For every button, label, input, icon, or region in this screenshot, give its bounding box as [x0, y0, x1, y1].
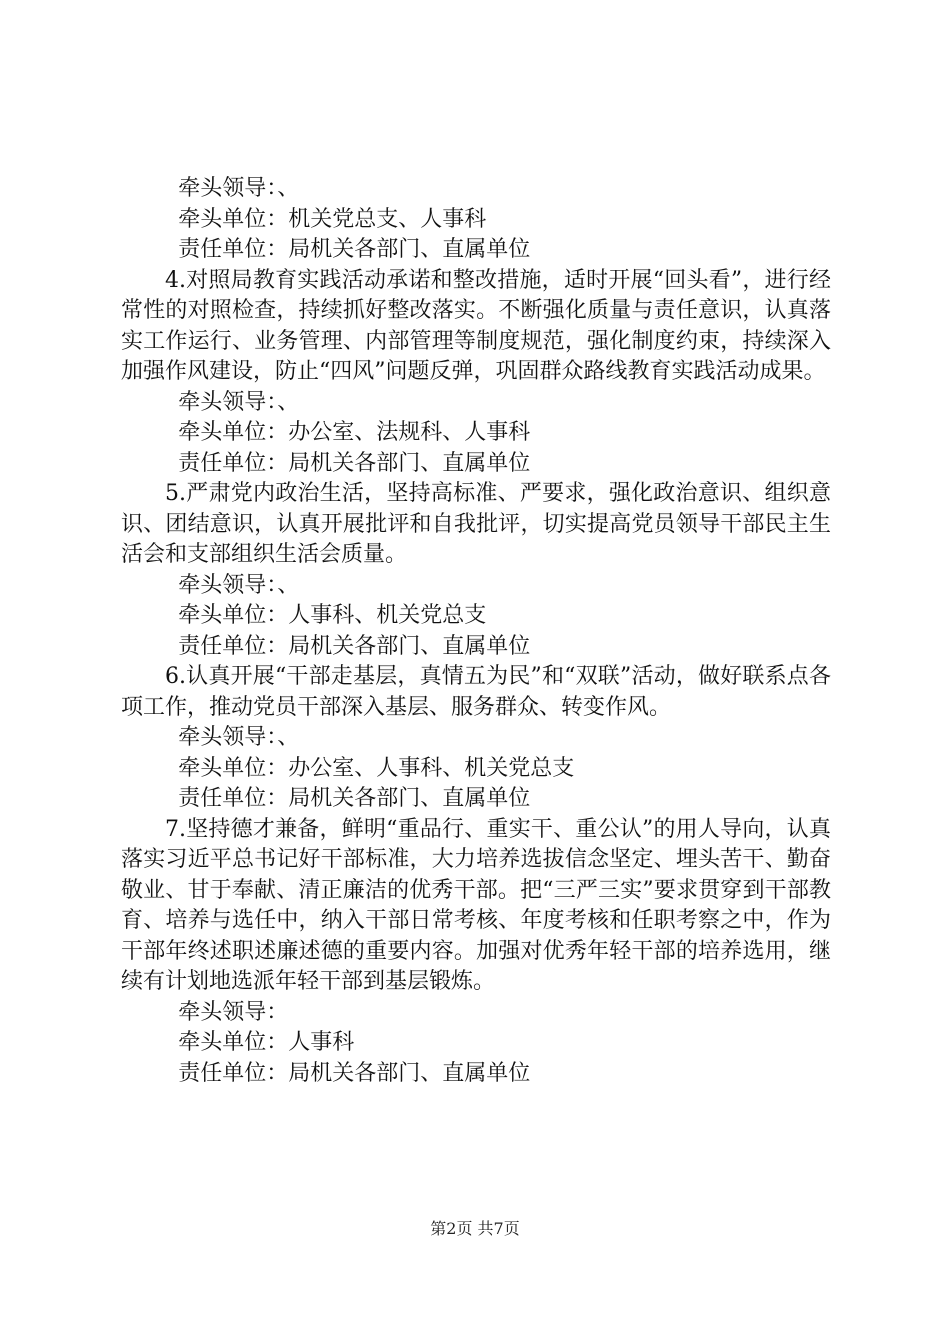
- document-body: [121, 174, 831, 1089]
- lead-leader-line: 牵头领导：: [178, 999, 289, 1025]
- lead-unit-line: 牵头单位：办公室、人事科、机关党总支: [178, 755, 575, 781]
- lead-leader-line: 牵头领导：、: [178, 725, 300, 750]
- paragraph-item-5: 5.严肃党内政治生活，坚持高标准、严要求，强化政治意识、组织意识、团结意识，认真开展批评和自我批评，切实提高党员领导干部民主生活会和支部组织生活会质量。: [121, 481, 831, 567]
- paragraph-item-7: 7.坚持德才兼备，鲜明“重品行、重实干、重公认”的用人导向，认真落实习近平总书记好干部标准，大力培养选拔信念坚定、埋头苦干、勤奋敬业、甘于奉献、清正廉洁的优秀干部。把“三严三实”要求贯穿到干部教育、培养与选任中，纳入干部日常考核、年度考核和任职考察之中，作为干部年终述职述廉述德的重要内容。加强对优秀年轻干部的培养选用，继续有计划地选派年轻干部到基层锻炼。: [121, 816, 831, 994]
- responsible-unit-line: 责任单位：局机关各部门、直属单位: [178, 237, 531, 262]
- page-number-footer: 第2页 共7页: [430, 1219, 520, 1238]
- responsible-unit-line: 责任单位：局机关各部门、直属单位: [178, 786, 531, 811]
- lead-unit-line: 牵头单位：人事科、机关党总支: [178, 603, 487, 628]
- lead-unit-line: 牵头单位：人事科: [178, 1030, 355, 1055]
- lead-leader-line: 牵头领导：、: [178, 176, 300, 201]
- responsible-unit-line: 责任单位：局机关各部门、直属单位: [178, 450, 531, 476]
- lead-leader-line: 牵头领导：、: [178, 572, 300, 598]
- lead-unit-line: 牵头单位：办公室、法规科、人事科: [178, 420, 531, 445]
- lead-leader-line: 牵头领导：、: [178, 389, 300, 415]
- lead-unit-line: 牵头单位：机关党总支、人事科: [178, 206, 487, 232]
- paragraph-item-6: 6.认真开展“干部走基层，真情五为民”和“双联”活动，做好联系点各项工作，推动党员干部深入基层、服务群众、转变作风。: [121, 664, 831, 720]
- responsible-unit-line: 责任单位：局机关各部门、直属单位: [178, 633, 531, 659]
- paragraph-item-4: 4.对照局教育实践活动承诺和整改措施，适时开展“回头看”，进行经常性的对照检查，持续抓好整改落实。不断强化质量与责任意识，认真落实工作运行、业务管理、内部管理等制度规范，强化制度约束，持续深入加强作风建设，防止“四风”问题反弹，巩固群众路线教育实践活动成果。: [121, 267, 831, 384]
- responsible-unit-line: 责任单位：局机关各部门、直属单位: [178, 1060, 531, 1086]
